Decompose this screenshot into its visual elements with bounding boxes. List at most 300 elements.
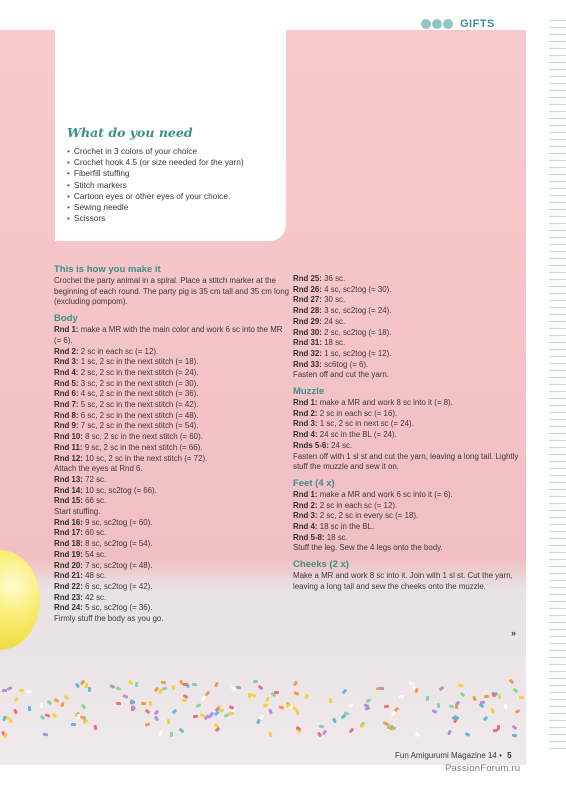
ruler-line	[549, 608, 566, 609]
confetti-piece	[268, 731, 273, 737]
confetti-piece	[43, 733, 49, 737]
round-line: Rnd 18: 8 sc, sc2tog (= 54).	[54, 539, 153, 549]
confetti-piece	[81, 704, 86, 710]
round-label: Rnd 3:	[54, 357, 79, 367]
confetti-piece	[483, 716, 489, 722]
confetti-piece	[6, 686, 12, 691]
round-label: Rnd 26:	[293, 284, 322, 294]
round-label: Rnd 14:	[54, 485, 83, 495]
round-label: Rnd 9:	[54, 421, 79, 431]
ruler-line	[549, 349, 566, 350]
round-line: Rnd 13: 72 sc.	[54, 474, 107, 484]
muzzle-heading: Muzzle	[293, 386, 325, 398]
round-label: Rnd 1:	[54, 325, 79, 335]
ruler-line	[549, 328, 566, 329]
round-label: Rnd 10:	[54, 432, 83, 442]
confetti-piece	[19, 689, 24, 692]
ruler-line	[549, 279, 566, 280]
round-line: Rnd 23: 42 sc.	[54, 592, 107, 602]
round-line: Rnd 2: 2 sc in each sc (= 12).	[54, 346, 159, 356]
confetti-piece	[472, 695, 476, 701]
page-number: 5	[507, 751, 512, 760]
ruler-line	[549, 461, 566, 462]
ruler-line	[549, 510, 566, 511]
confetti-piece	[54, 698, 60, 703]
magazine-name: Fun Amigurumi Magazine 14	[395, 751, 497, 760]
ruler-line	[549, 202, 566, 203]
confetti-piece	[171, 685, 175, 691]
round-line: Rnd 19: 54 sc.	[54, 549, 107, 559]
round-label: Rnd 2:	[293, 500, 318, 510]
confetti-piece	[145, 723, 151, 727]
confetti-piece	[376, 687, 381, 691]
ruler-line	[549, 517, 566, 518]
round-label: Rnd 16:	[54, 517, 83, 527]
confetti-piece	[366, 698, 372, 703]
ruler-line	[549, 398, 566, 399]
confetti-piece	[134, 682, 137, 687]
round-label: Rnd 33:	[293, 359, 322, 369]
confetti-piece	[503, 704, 507, 710]
confetti-piece	[196, 704, 202, 708]
round-line: Rnd 14: 10 sc, sc2tog (= 66).	[54, 485, 157, 495]
round-line: Rnd 20: 7 sc, sc2tog (= 48).	[54, 560, 153, 570]
round-label: Rnd 6:	[54, 389, 79, 399]
list-item: • Sewing needle	[67, 202, 286, 213]
confetti-piece	[459, 692, 465, 698]
round-line: Rnd 3: 1 sc, 2 sc in next sc (= 24).	[293, 419, 414, 429]
confetti-piece	[192, 683, 197, 686]
ruler-line	[549, 223, 566, 224]
round-line: Rnd 30: 2 sc, sc2tog (= 18).	[293, 327, 392, 337]
ruler-line	[549, 188, 566, 189]
round-line: Rnd 4: 18 sc in the BL.	[293, 522, 375, 532]
ruler-line	[549, 573, 566, 574]
ruler-line	[549, 713, 566, 714]
muzzle-rounds	[293, 398, 523, 473]
section-label: GIFTS	[460, 18, 495, 30]
ruler-line	[549, 216, 566, 217]
round-label: Rnd 22:	[54, 581, 83, 591]
round-label: Rnd 8:	[54, 410, 79, 420]
ruler-line	[549, 321, 566, 322]
confetti-piece	[328, 698, 332, 703]
ruler-line	[549, 83, 566, 84]
confetti-piece	[266, 697, 270, 703]
ruler-line	[549, 748, 566, 749]
round-line: Rnd 1: make a MR and work 8 sc into it (= 8).	[293, 398, 453, 408]
round-line: Rnd 10: 8 sc, 2 sc in the next stitch (= 60).	[54, 432, 203, 442]
instructions-right-column	[293, 274, 523, 593]
round-line: Rnd 15: 66 sc.	[54, 496, 107, 506]
round-label: Rnd 32:	[293, 348, 322, 358]
round-label: Rnd 3:	[293, 419, 318, 429]
ruler-line	[549, 685, 566, 686]
confetti-piece	[251, 693, 257, 698]
ruler-line	[549, 209, 566, 210]
ruler-line	[549, 706, 566, 707]
confetti-piece	[256, 719, 261, 725]
ruler-line	[549, 727, 566, 728]
round-label: Rnd 23:	[54, 592, 83, 602]
ruler-line	[549, 293, 566, 294]
confetti-piece	[229, 712, 234, 715]
confetti-piece	[170, 732, 173, 737]
round-label: Rnd 4:	[293, 522, 318, 532]
confetti-piece	[293, 680, 298, 686]
round-line: Rnd 3: 2 sc, 2 sc in every sc (= 18).	[293, 511, 419, 521]
confetti-piece	[348, 703, 354, 708]
confetti-piece	[88, 687, 91, 692]
round-label: Rnd 5-8:	[293, 532, 325, 542]
ruler-line	[549, 531, 566, 532]
round-line: Rnd 26: 4 sc, sc2tog (= 30).	[293, 284, 392, 294]
round-line: Rnd 32: 1 sc, sc2tog (= 12).	[293, 348, 392, 358]
ruler-line	[549, 412, 566, 413]
round-label: Rnd 27:	[293, 295, 322, 305]
ruler-line	[549, 475, 566, 476]
confetti-piece	[204, 690, 210, 696]
round-label: Rnd 30:	[293, 327, 322, 337]
body-heading: Body	[54, 313, 78, 325]
confetti-piece	[52, 713, 57, 719]
round-line: Rnd 5-8: 18 sc.	[293, 532, 348, 542]
confetti-piece	[192, 714, 197, 718]
confetti-piece	[153, 710, 159, 716]
ruler-line	[549, 692, 566, 693]
round-label: Rnd 3:	[293, 511, 318, 521]
ruler-line	[549, 405, 566, 406]
round-label: Rnd 4:	[293, 430, 318, 440]
confetti-piece	[512, 724, 518, 729]
ruler-line	[549, 566, 566, 567]
ruler-line	[549, 503, 566, 504]
confetti-piece	[497, 693, 502, 699]
list-item: • Crochet in 3 colors of your choice	[67, 146, 286, 157]
round-line: Rnd 2: 2 sc in each sc (= 12).	[293, 500, 398, 510]
confetti-piece	[319, 724, 324, 728]
list-item: • Fiberfill stuffing	[67, 168, 286, 179]
confetti-piece	[258, 685, 264, 691]
round-label: Rnd 2:	[54, 346, 79, 356]
confetti-piece	[179, 728, 185, 734]
confetti-piece	[458, 684, 464, 688]
header-dot-icon	[421, 19, 431, 29]
what-you-need-box	[55, 30, 286, 241]
ruler-line	[549, 370, 566, 371]
round-label: Rnd 18:	[54, 539, 83, 549]
confetti-piece	[514, 709, 520, 714]
ruler-line	[549, 650, 566, 651]
round-line: Firmly stuff the body as you go.	[54, 614, 164, 624]
confetti-piece	[77, 714, 80, 719]
confetti-piece	[161, 681, 166, 685]
confetti-piece	[145, 708, 151, 714]
ruler-line	[549, 580, 566, 581]
ruler-line	[549, 251, 566, 252]
round-line: Rnd 31: 18 sc.	[293, 338, 346, 348]
round-label: Rnd 31:	[293, 338, 322, 348]
feet-rounds	[293, 490, 523, 554]
ruler-line	[549, 41, 566, 42]
round-label: Rnd 11:	[54, 442, 83, 452]
ruler-line	[549, 230, 566, 231]
round-label: Rnd 2:	[293, 408, 318, 418]
ruler-line	[549, 34, 566, 35]
round-line: Rnd 29: 24 sc.	[293, 316, 346, 326]
round-line: Rnd 16: 9 sc, sc2tog (= 60).	[54, 517, 153, 527]
confetti-piece	[28, 706, 31, 711]
confetti-piece	[253, 680, 258, 683]
round-label: Rnd 17:	[54, 528, 83, 538]
ruler-line	[549, 237, 566, 238]
body-rounds	[54, 325, 289, 625]
ruler-line	[549, 384, 566, 385]
round-line: Rnds 5-6: 24 sc.	[293, 440, 353, 450]
confetti-piece	[278, 705, 284, 709]
continue-arrow-icon: »	[511, 628, 517, 638]
side-ruler	[549, 20, 566, 760]
round-line: Rnd 8: 6 sc, 2 sc in the next stitch (= 48).	[54, 410, 199, 420]
ruler-line	[549, 314, 566, 315]
round-line: Rnd 27: 30 sc.	[293, 295, 346, 305]
confetti-piece	[294, 692, 300, 697]
ruler-line	[549, 454, 566, 455]
body-rounds-continued	[293, 274, 523, 381]
feet-heading: Feet (4 x)	[293, 477, 335, 489]
ruler-line	[549, 125, 566, 126]
confetti-piece	[236, 685, 242, 689]
ruler-line	[549, 153, 566, 154]
confetti-piece	[384, 704, 390, 708]
ruler-line	[549, 76, 566, 77]
confetti-piece	[214, 681, 219, 687]
round-label: Rnd 25:	[293, 274, 322, 283]
confetti-piece	[158, 731, 163, 737]
ruler-line	[549, 286, 566, 287]
ruler-line	[549, 734, 566, 735]
round-label: Rnd 20:	[54, 560, 83, 570]
confetti-piece	[13, 709, 18, 715]
confetti-piece	[40, 703, 44, 708]
ruler-line	[549, 636, 566, 637]
footer-separator: •	[499, 751, 502, 760]
confetti-piece	[154, 716, 159, 722]
confetti-piece	[437, 703, 441, 708]
confetti-piece	[360, 722, 366, 728]
round-line: Rnd 9: 7 sc, 2 sc in the next stitch (= 54).	[54, 421, 199, 431]
confetti-piece	[127, 679, 132, 685]
ruler-line	[549, 160, 566, 161]
round-label: Rnd 4:	[54, 367, 79, 377]
round-line: Rnd 22: 6 sc, sc2tog (= 42).	[54, 581, 153, 591]
confetti-piece	[349, 728, 355, 734]
confetti-piece	[342, 689, 348, 695]
confetti-piece	[484, 695, 489, 699]
confetti-piece	[399, 695, 404, 699]
round-label: Rnd 7:	[54, 400, 79, 410]
confetti-piece	[14, 697, 20, 703]
ruler-line	[549, 440, 566, 441]
round-line: Fasten off and cut the yarn.	[293, 370, 389, 380]
cheeks-heading: Cheeks (2 x)	[293, 559, 349, 571]
round-label: Rnd 28:	[293, 306, 322, 316]
confetti-piece	[171, 709, 177, 715]
ruler-line	[549, 104, 566, 105]
ruler-line	[549, 335, 566, 336]
page-footer	[395, 751, 512, 760]
round-label: Rnds 5-6:	[293, 440, 329, 450]
ruler-line	[549, 27, 566, 28]
confetti-piece	[449, 704, 455, 708]
confetti-piece	[508, 679, 514, 685]
ruler-line	[549, 433, 566, 434]
ruler-line	[549, 559, 566, 560]
ruler-line	[549, 482, 566, 483]
list-item: • Cartoon eyes or other eyes of your choice.	[67, 191, 286, 202]
round-line: Rnd 17: 60 sc.	[54, 528, 107, 538]
ruler-line	[549, 377, 566, 378]
confetti-piece	[426, 696, 429, 701]
section-header	[421, 14, 531, 34]
ruler-line	[549, 132, 566, 133]
how-to-heading: This is how you make it	[54, 264, 161, 275]
ruler-line	[549, 622, 566, 623]
ruler-line	[549, 146, 566, 147]
ruler-line	[549, 615, 566, 616]
round-line: Stuff the leg. Sew the 4 legs onto the body.	[293, 543, 443, 553]
watermark: PassionForum.ru	[445, 763, 521, 774]
ruler-line	[549, 496, 566, 497]
confetti-piece	[268, 709, 273, 715]
confetti-piece	[332, 718, 337, 724]
round-line: Rnd 6: 4 sc, 2 sc in the next stitch (= 36).	[54, 389, 199, 399]
what-you-need-title: What do you need	[67, 125, 193, 140]
confetti-piece	[263, 704, 269, 709]
cheeks-text: Make a MR and work 8 sc into it. Join with 1 sl st. Cut the yarn, leaving a long tail and sew the cheeks onto the muzzle.	[293, 571, 513, 591]
ruler-line	[549, 265, 566, 266]
confetti-piece	[295, 709, 300, 715]
ruler-line	[549, 587, 566, 588]
ruler-line	[549, 55, 566, 56]
ruler-line	[549, 62, 566, 63]
list-item: • Stitch markers	[67, 180, 286, 191]
header-dot-icon	[432, 19, 442, 29]
ruler-line	[549, 720, 566, 721]
ruler-line	[549, 356, 566, 357]
round-line: Rnd 4: 24 sc in the BL (= 24).	[293, 430, 397, 440]
confetti-piece	[161, 686, 167, 690]
confetti-piece	[60, 702, 65, 708]
confetti-piece	[2, 689, 7, 692]
confetti-piece	[83, 719, 89, 724]
confetti-piece	[199, 713, 205, 718]
confetti-piece	[519, 696, 524, 699]
confetti-piece	[414, 688, 418, 694]
confetti-piece	[415, 732, 421, 738]
ruler-line	[549, 601, 566, 602]
instructions-left-column	[54, 264, 289, 625]
round-line: Rnd 25: 36 sc.	[293, 274, 346, 283]
confetti-piece	[47, 700, 53, 706]
yellow-balloon	[0, 550, 40, 650]
ruler-line	[549, 90, 566, 91]
round-label: Rnd 21:	[54, 571, 83, 581]
ruler-line	[549, 195, 566, 196]
confetti-piece	[116, 702, 121, 705]
ruler-line	[549, 272, 566, 273]
ruler-line	[549, 244, 566, 245]
ruler-line	[549, 300, 566, 301]
ruler-line	[549, 552, 566, 553]
ruler-line	[549, 741, 566, 742]
ruler-line	[549, 342, 566, 343]
confetti-piece	[464, 732, 470, 737]
confetti-piece	[340, 714, 346, 719]
confetti-piece	[447, 730, 452, 736]
confetti-piece	[454, 700, 459, 706]
ruler-line	[549, 363, 566, 364]
round-label: Rnd 1:	[293, 489, 318, 499]
confetti-piece	[3, 732, 8, 738]
confetti-piece	[26, 689, 31, 693]
ruler-line	[549, 167, 566, 168]
round-line: Rnd 2: 2 sc in each sc (= 16).	[293, 408, 398, 418]
round-line: Rnd 5: 3 sc, 2 sc in the next stitch (= 30).	[54, 378, 199, 388]
confetti-piece	[167, 719, 170, 724]
confetti-piece	[511, 733, 516, 737]
round-line: Rnd 28: 3 sc, sc2tog (= 24).	[293, 306, 392, 316]
confetti-piece	[432, 709, 438, 714]
ruler-line	[549, 671, 566, 672]
round-line: Start stuffing.	[54, 507, 101, 517]
confetti-piece	[182, 699, 188, 703]
confetti-piece	[512, 688, 518, 694]
round-line: Rnd 1: make a MR and work 6 sc into it (= 6).	[293, 489, 453, 499]
confetti-piece	[64, 695, 70, 700]
ruler-line	[549, 643, 566, 644]
ruler-line	[549, 426, 566, 427]
round-line: Fasten off with 1 sl st and cut the yarn, leaving a long tail. Lightly stuff the muzzle and sew it on.	[293, 451, 519, 472]
confetti-piece	[148, 701, 152, 706]
round-label: Rnd 12:	[54, 453, 83, 463]
ruler-line	[549, 258, 566, 259]
ruler-line	[549, 545, 566, 546]
ruler-line	[549, 97, 566, 98]
ruler-line	[549, 664, 566, 665]
confetti-piece	[123, 694, 129, 699]
ruler-line	[549, 48, 566, 49]
round-label: Rnd 1:	[293, 398, 318, 408]
round-line: Rnd 7: 5 sc, 2 sc in the next stitch (= 42).	[54, 400, 199, 410]
ruler-line	[549, 699, 566, 700]
confetti-piece	[7, 717, 12, 723]
round-line: Rnd 33: sc6tog (= 6).	[293, 359, 369, 369]
confetti-piece	[141, 702, 146, 705]
round-label: Rnd 13:	[54, 474, 83, 484]
round-label: Rnd 29:	[293, 316, 322, 326]
confetti-piece	[322, 729, 327, 735]
round-line: Rnd 11: 9 sc, 2 sc in the next stitch (= 66).	[54, 442, 203, 452]
round-label: Rnd 19:	[54, 549, 83, 559]
confetti-piece	[439, 685, 445, 690]
ruler-line	[549, 307, 566, 308]
round-line: Attach the eyes at Rnd 6.	[54, 464, 143, 474]
list-item: • Crochet hook 4.5 (or size needed for the yarn)	[67, 157, 286, 168]
ruler-line	[549, 139, 566, 140]
ruler-line	[549, 678, 566, 679]
confetti-piece	[215, 726, 221, 731]
